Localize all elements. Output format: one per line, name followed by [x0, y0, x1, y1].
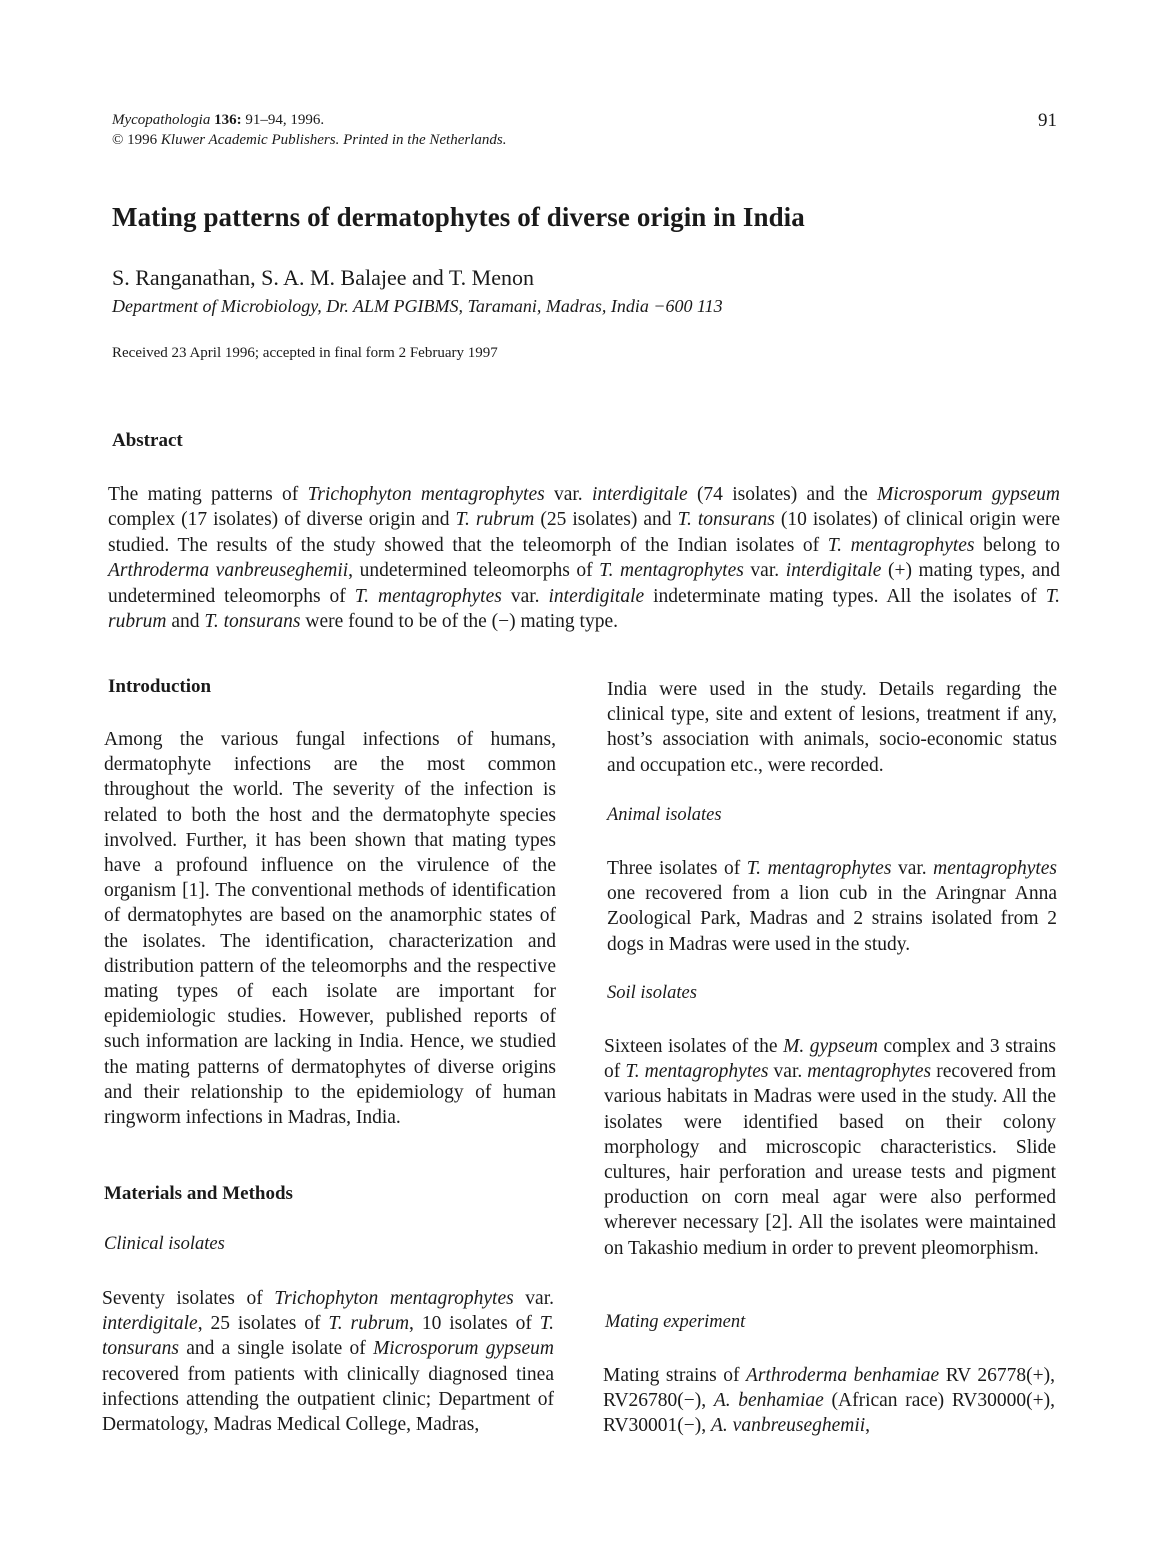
journal-volume: 136: [214, 112, 242, 128]
methods-continued-paragraph: India were used in the study. Details regarding the clinical type, site and extent of lesions, treatment if any, host’s association with animals, socio-economic status and occupation etc., were recorded. [607, 679, 1057, 776]
article-affiliation: Department of Microbiology, Dr. ALM PGIBMS, Taramani, Madras, India −600 113 [112, 296, 723, 316]
publisher: Kluwer Academic Publishers. [160, 132, 340, 148]
clinical-isolates-paragraph: Seventy isolates of Trichophyton mentagrophytes var. interdigitale, 25 isolates of T. rubrum, 10 isolates of T. tonsurans and a single isolate of Microsporum gypseum recovered from patients with clinically diagnosed tinea infections attending the outpatient clinic; Department of Dermatology, Madras Medical College, Madras, [102, 1288, 554, 1436]
article-title: Mating patterns of dermatophytes of diverse origin in India [112, 202, 805, 232]
mating-experiment-heading: Mating experiment [605, 1312, 746, 1332]
article-authors: S. Ranganathan, S. A. M. Balajee and T. Menon [112, 265, 535, 290]
soil-isolates-paragraph: Sixteen isolates of the M. gypseum complex and 3 strains of T. mentagrophytes var. mentagrophytes recovered from various habitats in Madras were used in the study. All the isolates were identified based on their colony morphology and microscopic characteristics. Slide cultures, hair perforation and urease tests and pigment production on corn meal agar were also performed wherever necessary [2]. All the isolates were maintained on Takashio medium in order to prevent pleomorphism. [604, 1036, 1057, 1259]
abstract-text: The mating patterns of Trichophyton mentagrophytes var. interdigitale (74 isolates) and the Microsporum gypseum complex (17 isolates) of diverse origin and T. rubrum (25 isolates) and T. tonsurans (10 isolates) of clinical origin were studied. The results of the study showed that the teleomorph of the Indian isolates of T. mentagrophytes belong to Arthroderma vanbreuseghemii, undetermined teleomorphs of T. mentagrophytes var. interdigitale (+) mating types, and undetermined teleomorphs of T. mentagrophytes var. interdigitale indeterminate mating types. All the isolates of T. rubrum and T. tonsurans were found to be of the (−) mating type. [108, 484, 1060, 633]
journal-citation [112, 110, 712, 130]
abstract-heading: Abstract [112, 430, 183, 451]
journal-name: Mycopathologia [112, 112, 211, 128]
introduction-heading: Introduction [108, 676, 212, 697]
received-dates: Received 23 April 1996; accepted in final form 2 February 1997 [112, 345, 498, 361]
animal-isolates-paragraph: Three isolates of T. mentagrophytes var. mentagrophytes one recovered from a lion cub in the Aringnar Anna Zoological Park, Madras and 2 strains isolated from 2 dogs in Madras were used in the study. [607, 858, 1058, 955]
clinical-isolates-heading: Clinical isolates [104, 1234, 225, 1254]
soil-isolates-heading: Soil isolates [607, 983, 697, 1003]
mating-experiment-paragraph: Mating strains of Arthroderma benhamiae RV 26778(+), RV26780(−), A. benhamiae (African race) RV30000(+), RV30001(−), A. vanbreuseghemii, [603, 1365, 1056, 1437]
materials-methods-heading: Materials and Methods [104, 1183, 293, 1204]
introduction-paragraph: Among the various fungal infections of humans, dermatophyte infections are the most common throughout the world. The severity of the infection is related to both the host and the dermatophyte species involved. Further, it has been shown that mating types have a profound influence on the virulence of the organism [1]. The conventional methods of identification of dermatophytes are based on the anamorphic states of the isolates. The identification, characterization and distribution pattern of the teleomorphs and the respective mating types of each isolate are important for epidemiologic studies. However, published reports of such information are lacking in India. Hence, we studied the mating patterns of dermatophytes of diverse origins and their relationship to the epidemiology of human ringworm infections in Madras, India. [104, 729, 556, 1129]
copyright-line [112, 130, 732, 150]
printed-in: Printed in the Netherlands. [343, 132, 507, 148]
journal-pages-year: 91–94, 1996. [241, 112, 325, 128]
animal-isolates-heading: Animal isolates [607, 805, 722, 825]
copyright-year: © 1996 [112, 132, 161, 148]
page-number: 91 [1038, 110, 1057, 131]
